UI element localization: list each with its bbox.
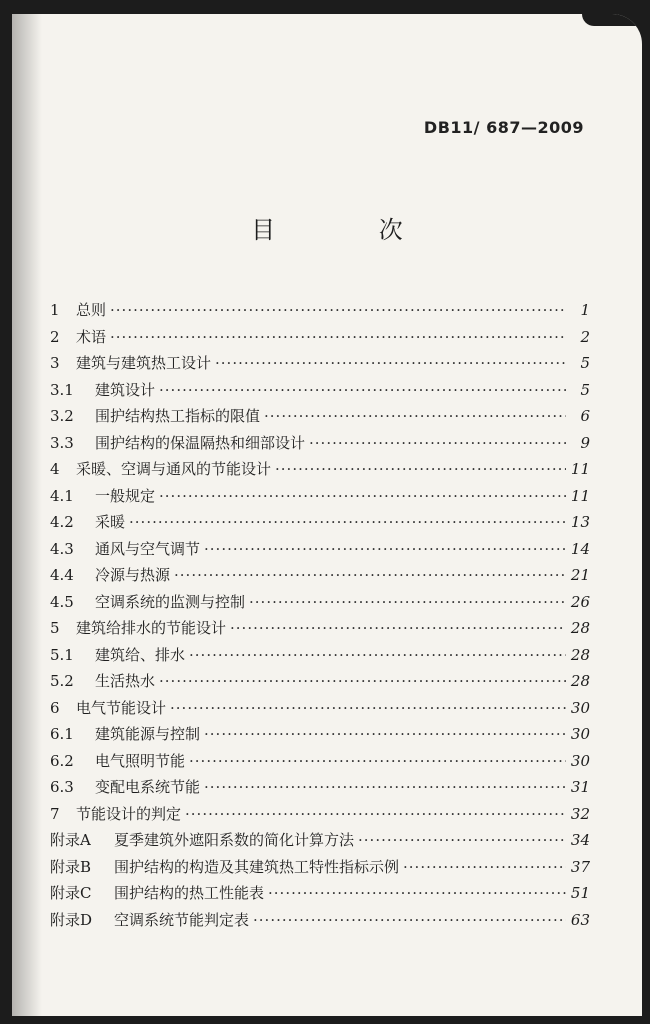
toc-entry[interactable] (50, 829, 590, 856)
toc-entry-label: 通风与空气调节 (95, 539, 201, 558)
toc-entry[interactable] (50, 485, 590, 512)
toc-entry-page: 34 (570, 831, 590, 849)
toc-entry-number: 4.4 (50, 566, 74, 584)
toc-entry-page: 6 (580, 407, 590, 425)
toc-entry-number: 附录B (50, 857, 92, 876)
toc-leader-dots (110, 328, 566, 346)
toc-entry-page: 26 (570, 592, 590, 611)
toc-entry-number: 3.2 (50, 407, 74, 425)
toc-entry[interactable] (50, 379, 590, 406)
toc-entry-page: 11 (570, 460, 590, 478)
toc-entry-page: 28 (570, 645, 590, 664)
toc-leader-dots (309, 434, 566, 452)
toc-entry-number: 附录A (50, 831, 91, 849)
toc-entry-number: 附录C (50, 884, 92, 902)
toc-title: 目 次 (251, 216, 451, 244)
toc-leader-dots (110, 301, 566, 319)
toc-entry[interactable] (50, 750, 590, 777)
toc-entry-label: 围护结构的热工性能表 (114, 884, 265, 902)
toc-leader-dots (129, 513, 566, 531)
toc-entry-label: 建筑给、排水 (95, 645, 186, 664)
toc-entry-label: 节能设计的判定 (76, 804, 182, 823)
toc-entry-number: 5 (50, 619, 60, 637)
toc-entry-label: 术语 (76, 327, 107, 346)
toc-leader-dots (204, 540, 566, 558)
toc-entry-label: 围护结构的保温隔热和细部设计 (95, 433, 306, 452)
toc-leader-dots (189, 752, 566, 770)
toc-entry[interactable] (50, 538, 590, 565)
toc-entry-number: 5.2 (50, 672, 74, 690)
toc-entry[interactable] (50, 591, 590, 618)
toc-leader-dots (170, 699, 566, 717)
toc-entry-number: 3.3 (50, 433, 74, 452)
toc-entry-page: 1 (580, 301, 590, 319)
toc-entry-page: 11 (570, 486, 590, 505)
document-page (12, 14, 642, 1016)
toc-entry[interactable] (50, 882, 590, 909)
toc-entry-label: 冷源与热源 (95, 566, 171, 584)
toc-leader-dots (204, 778, 566, 796)
toc-leader-dots (230, 619, 566, 637)
toc-leader-dots (253, 911, 566, 929)
page-corner-shadow (582, 14, 642, 26)
toc-entry[interactable] (50, 723, 590, 750)
toc-entry[interactable] (50, 617, 590, 644)
toc-entry-label: 建筑与建筑热工设计 (76, 354, 212, 372)
toc-leader-dots (159, 487, 566, 505)
toc-entry-number: 6.2 (50, 751, 74, 770)
toc-entry-label: 电气节能设计 (76, 698, 167, 717)
toc-leader-dots (204, 725, 566, 743)
toc-entry-number: 4.5 (50, 592, 74, 611)
toc-leader-dots (275, 460, 566, 478)
toc-entry-page: 21 (570, 566, 590, 584)
toc-entry-number: 5.1 (50, 645, 74, 664)
toc-entry-number: 7 (50, 804, 60, 823)
toc-entry-number: 6.1 (50, 725, 74, 743)
toc-entry[interactable] (50, 776, 590, 803)
toc-leader-dots (215, 354, 566, 372)
toc-entry-label: 围护结构的构造及其建筑热工特性指标示例 (114, 857, 400, 876)
toc-leader-dots (189, 646, 566, 664)
toc-entry-page: 2 (580, 327, 590, 346)
toc-entry-label: 空调系统的监测与控制 (95, 592, 246, 611)
toc-leader-dots (268, 884, 566, 902)
toc-entry-page: 31 (570, 778, 590, 796)
toc-entry[interactable] (50, 697, 590, 724)
toc-leader-dots (159, 381, 566, 399)
toc-entry-page: 13 (570, 513, 590, 531)
toc-leader-dots (249, 593, 566, 611)
toc-leader-dots (358, 831, 566, 849)
toc-entry-number: 6.3 (50, 778, 74, 796)
toc-entry[interactable] (50, 909, 590, 936)
toc-entry-page: 63 (570, 910, 590, 929)
toc-entry-page: 37 (570, 857, 590, 876)
toc-entry-number: 4.2 (50, 513, 74, 531)
toc-entry-page: 30 (570, 725, 590, 743)
toc-leader-dots (403, 858, 566, 876)
toc-entry[interactable] (50, 458, 590, 485)
toc-entry[interactable] (50, 670, 590, 697)
toc-entry-page: 14 (570, 539, 590, 558)
toc-entry-page: 5 (580, 380, 590, 399)
toc-entry[interactable] (50, 299, 590, 326)
toc-entry-page: 30 (570, 751, 590, 770)
toc-entry[interactable] (50, 564, 590, 591)
toc-entry[interactable] (50, 352, 590, 379)
toc-leader-dots (264, 407, 566, 425)
toc-entry[interactable] (50, 644, 590, 671)
toc-entry-number: 4 (50, 460, 60, 478)
toc-entry-label: 变配电系统节能 (95, 778, 201, 796)
toc-entry-label: 采暖 (95, 513, 126, 531)
toc-entry[interactable] (50, 511, 590, 538)
toc-entry-number: 4.3 (50, 539, 74, 558)
toc-entry-number: 3 (50, 354, 60, 372)
toc-entry-label: 围护结构热工指标的限值 (95, 407, 261, 425)
toc-entry-page: 28 (570, 619, 590, 637)
table-of-contents (50, 299, 590, 935)
toc-entry-label: 建筑给排水的节能设计 (76, 619, 227, 637)
toc-entry-label: 夏季建筑外遮阳系数的简化计算方法 (114, 831, 355, 849)
toc-entry-number: 附录D (50, 910, 93, 929)
toc-entry-label: 电气照明节能 (95, 751, 186, 770)
standard-code: DB11/ 687—2009 (423, 118, 584, 137)
toc-leader-dots (159, 672, 566, 690)
toc-entry-label: 建筑能源与控制 (95, 725, 201, 743)
toc-entry-number: 3.1 (50, 380, 74, 399)
toc-entry-label: 一般规定 (95, 486, 156, 505)
toc-entry-page: 51 (570, 884, 590, 902)
toc-entry-number: 6 (50, 698, 60, 717)
toc-leader-dots (185, 805, 566, 823)
toc-entry-label: 总则 (76, 301, 107, 319)
toc-entry[interactable] (50, 326, 590, 353)
toc-entry[interactable] (50, 405, 590, 432)
toc-entry[interactable] (50, 856, 590, 883)
toc-leader-dots (174, 566, 566, 584)
toc-entry-page: 30 (570, 698, 590, 717)
toc-entry-label: 采暖、空调与通风的节能设计 (76, 460, 272, 478)
toc-entry-label: 建筑设计 (95, 380, 156, 399)
toc-entry-number: 4.1 (50, 486, 74, 505)
toc-entry-page: 32 (570, 804, 590, 823)
toc-entry-page: 5 (580, 354, 590, 372)
toc-entry[interactable] (50, 803, 590, 830)
toc-entry[interactable] (50, 432, 590, 459)
toc-entry-page: 9 (580, 433, 590, 452)
toc-entry-label: 空调系统节能判定表 (114, 910, 250, 929)
toc-entry-label: 生活热水 (95, 672, 156, 690)
toc-entry-number: 2 (50, 327, 60, 346)
toc-entry-number: 1 (50, 301, 60, 319)
toc-entry-page: 28 (570, 672, 590, 690)
